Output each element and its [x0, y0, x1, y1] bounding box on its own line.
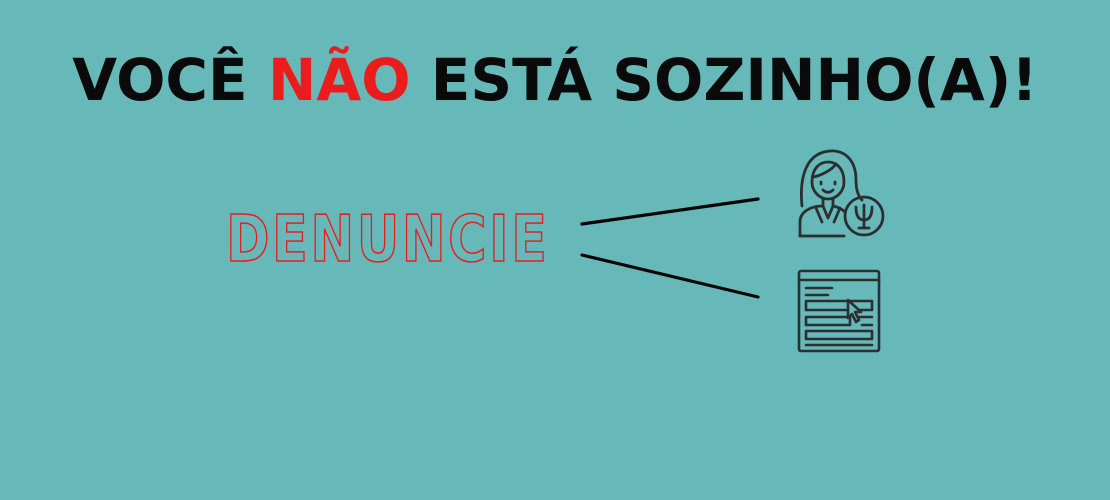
online-form-icon	[796, 268, 882, 354]
psychologist-icon	[792, 144, 892, 240]
denuncie-text: DENUNCIE	[226, 203, 550, 277]
headline-part-1: VOCÊ	[72, 46, 268, 114]
headline-part-2: ESTÁ SOZINHO(A)!	[410, 46, 1038, 114]
headline-highlight: NÃO	[267, 46, 411, 114]
connector-line-bottom	[582, 255, 758, 297]
connector-line-top	[582, 199, 758, 224]
